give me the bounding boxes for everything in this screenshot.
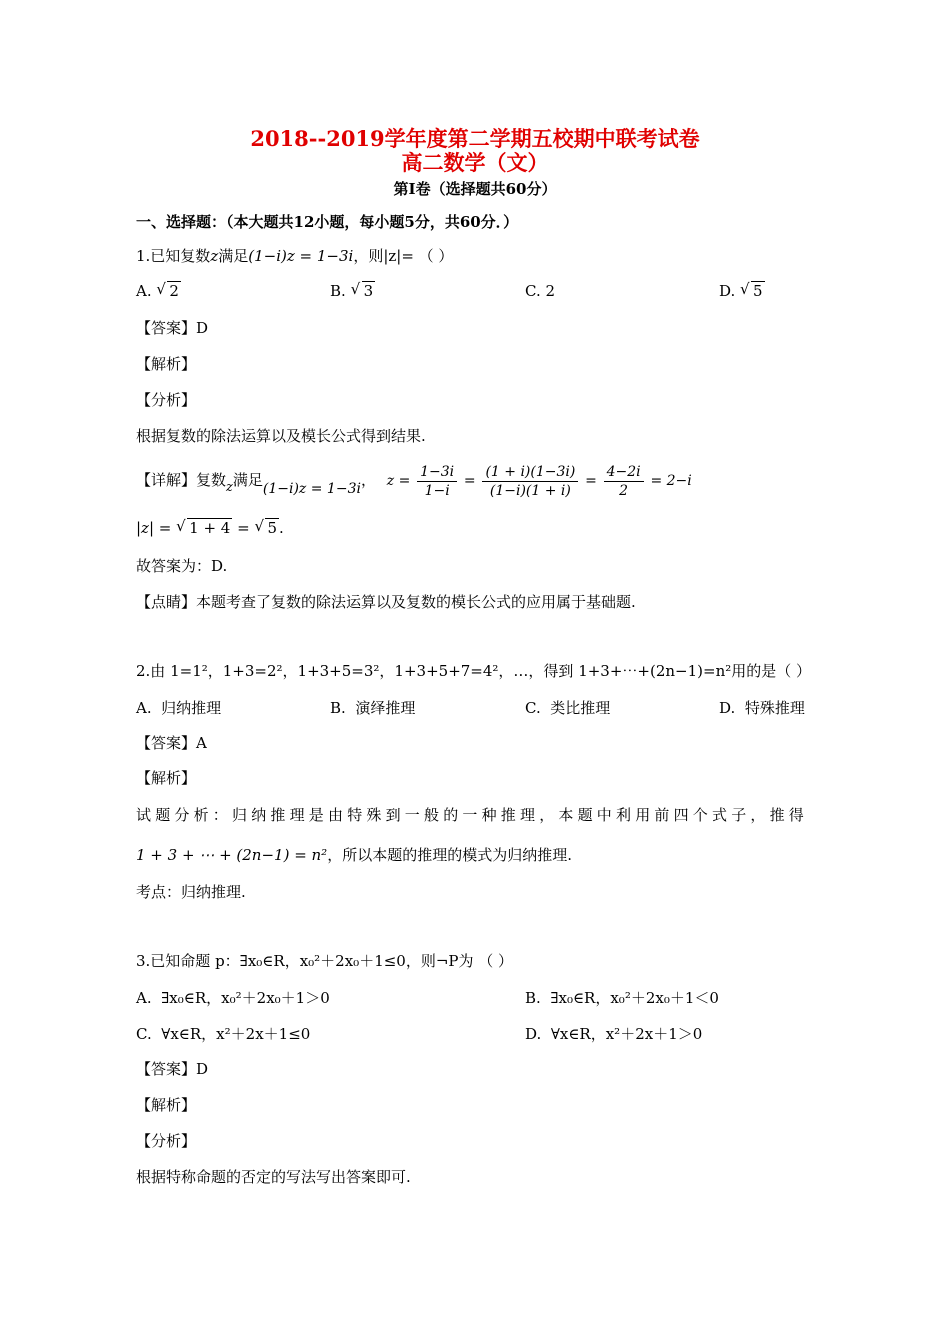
q3-option-c-letter: C. [136,1025,152,1043]
q2-stem: 2.由 1=1²，1+3=2²，1+3+5=3²，1+3+5+7=4²，…，得到 1+3+⋯+(2n−1)=n²用的是（ ） [136,662,812,680]
q1-mod-end: . [279,519,284,537]
q1-option-d [719,282,765,300]
q1-detail-comma: ， [360,471,376,489]
fraction-1 [417,463,457,500]
q2-analysis-line2 [136,845,572,865]
sqrt-symbol: √ 3 [350,280,374,300]
equals-sign: = [585,473,597,489]
fraction-1-den: 1−i [424,482,450,499]
q2-option-b-letter: B. [330,699,346,717]
q2-answer: 【答案】A [136,734,207,752]
q3-fenxi-head: 【分析】 [136,1132,197,1150]
q1-detail-head: 【详解】复数 [136,471,227,489]
q2-analysis-math: 1 + 3 + ⋯ + (2n−1) = n² [136,846,328,864]
q3-option-c [136,1023,310,1044]
q1-stem-mid: 满足 [218,247,249,265]
q1-analysis-head: 【解析】 [136,355,197,373]
q1-answer: 【答案】D [136,319,209,337]
q1-stem-eq: (1−i)z = 1−3i [248,247,354,265]
q1-stem-suffix: ，则|z|= （ ） [353,247,454,265]
q2-option-d-letter: D. [719,699,736,717]
q1-option-d-value: 5 [753,282,763,300]
q1-modulus [136,518,284,538]
q1-detail-zeq: z = [386,473,411,489]
fraction-2-num: (1 + i)(1−3i) [482,463,578,482]
q1-stem-prefix: 1.已知复数 [136,247,211,265]
sqrt-symbol: √ 5 [740,280,763,300]
q3-option-a-text: ∃x₀∈R，x₀²＋2x₀＋1＞0 [161,989,330,1007]
q3-option-a-letter: A. [136,989,152,1007]
exam-subtitle: 高二数学（文） [401,150,549,175]
equals-sign: = [463,473,476,489]
q3-option-b-letter: B. [525,989,541,1007]
q1-mod-rhs: 5 [267,519,277,537]
q1-option-a [136,282,181,300]
fraction-2 [482,463,578,500]
part-heading: 一、选择题：（本大题共12小题，每小题5分，共60分．） [136,213,519,231]
q1-option-a-letter: A. [136,282,152,300]
q1-detail-result: = 2−i [650,473,692,489]
q2-analysis-head: 【解析】 [136,769,197,787]
sqrt-symbol: √ 2 [156,280,179,300]
q2-analysis-text: ，所以本题的推理的模式为归纳推理. [327,846,572,864]
q3-option-d-letter: D. [525,1025,542,1043]
q3-option-d-text: ∀x∈R，x²＋2x＋1＞0 [550,1025,703,1043]
q1-stem [136,246,453,266]
q2-option-c-text: 类比推理 [550,699,611,717]
q1-option-c-letter: C. [525,282,541,300]
q2-option-b-text: 演绎推理 [355,699,416,717]
fraction-1-num: 1−3i [417,463,457,482]
q1-detail-mid: 满足 [232,471,263,489]
exam-title: 2018--2019学年度第二学期五校期中联考试卷 [250,126,700,151]
sqrt-symbol: √ 5 [254,517,277,537]
q1-stem-z: z [210,247,219,265]
q2-kaodian: 考点：归纳推理. [136,883,246,901]
sqrt-symbol: √ 1 + 4 [176,517,231,537]
fraction-3-den: 2 [619,482,629,499]
q3-option-b [525,987,719,1008]
q1-conclusion: 故答案为：D. [136,557,228,575]
q1-detail-z: z [226,480,233,495]
q2-option-a-letter: A. [136,699,152,717]
q2-option-d [719,697,805,718]
q1-detail-eq: (1−i)z = 1−3i [262,481,361,497]
q1-option-c-value: 2 [545,282,556,300]
q1-option-c [525,282,555,300]
q1-mod-eq: = [232,519,255,537]
q3-option-c-text: ∀x∈R，x²＋2x＋1≤0 [161,1025,311,1043]
q1-option-d-letter: D. [719,282,736,300]
q2-option-c [525,697,610,718]
fraction-2-den: (1−i)(1 + i) [489,482,571,499]
q1-detail [136,460,692,509]
q3-analysis-head: 【解析】 [136,1096,197,1114]
section-title: 第Ⅰ卷（选择题共60分） [393,180,557,198]
q1-fenxi-text: 根据复数的除法运算以及模长公式得到结果. [136,427,426,445]
q1-mod-lhs: |z| = [136,519,172,537]
q1-note: 【点睛】本题考查了复数的除法运算以及复数的模长公式的应用属于基础题. [136,593,636,611]
q2-option-a-text: 归纳推理 [161,699,222,717]
q1-option-b-value: 3 [363,282,374,300]
q1-fenxi-head: 【分析】 [136,391,197,409]
q3-option-d [525,1023,702,1044]
q2-analysis-line1: 试题分析：归纳推理是由特殊到一般的一种推理，本题中利用前四个式子，推得 [136,806,809,824]
q1-mod-arg: 1 + 4 [189,519,231,537]
q2-option-b [330,697,415,718]
q3-answer: 【答案】D [136,1060,209,1078]
q3-stem: 3.已知命题 p：∃x₀∈R，x₀²＋2x₀＋1≤0，则¬P为 （ ） [136,952,514,970]
q3-option-a [136,987,330,1008]
q2-option-d-text: 特殊推理 [744,699,805,717]
q3-fenxi-text: 根据特称命题的否定的写法写出答案即可. [136,1168,411,1186]
q1-option-a-value: 2 [169,282,179,300]
fraction-3 [604,463,644,500]
q2-option-a [136,697,221,718]
q3-option-b-text: ∃x₀∈R，x₀²＋2x₀＋1＜0 [550,989,719,1007]
q1-option-b-letter: B. [330,282,346,300]
fraction-3-num: 4−2i [604,463,644,482]
q1-option-b [330,282,375,300]
q2-option-c-letter: C. [525,699,541,717]
